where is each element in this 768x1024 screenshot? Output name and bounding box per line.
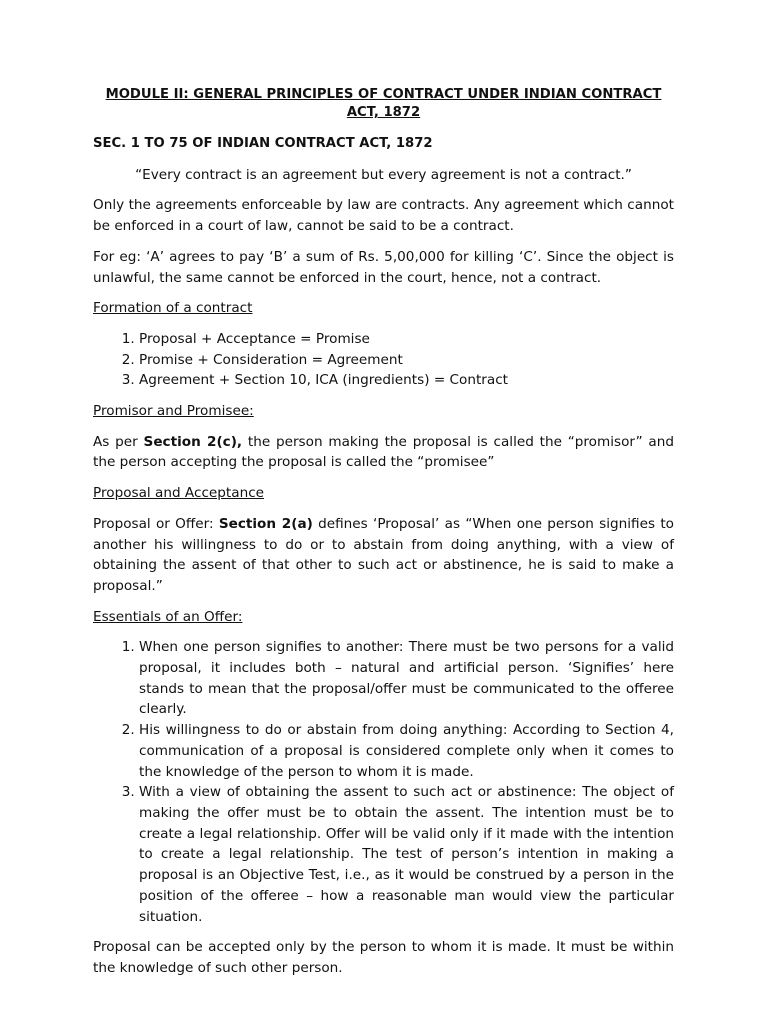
essentials-list	[93, 637, 674, 927]
promisor-rest: the person making the proposal is called the “promisor” and the person accepting the proposal is called the “promisee”	[93, 433, 674, 471]
paragraph-enforceable: Only the agreements enforceable by law are contracts. Any agreement which cannot be enforced in a court of law, cannot be said to be a contract.	[93, 197, 674, 235]
proposal-lead: Proposal or Offer:	[93, 515, 219, 532]
proposal-heading: Proposal and Acceptance	[93, 485, 265, 502]
paragraph-example: For eg: ‘A’ agrees to pay ‘B’ a sum of Rs. 5,00,000 for killing ‘C’. Since the object is unlawful, the same cannot be enforced in the court, hence, not a contract.	[93, 248, 674, 286]
section-heading: SEC. 1 TO 75 OF INDIAN CONTRACT ACT, 1872	[93, 136, 433, 151]
paragraph-closing: Proposal can be accepted only by the person to whom it is made. It must be within the knowledge of such other person.	[93, 939, 674, 976]
formation-list	[93, 329, 674, 391]
list-item: 3. With a view of obtaining the assent to such act or abstinence: The object of making the offer must be to obtain the assent. The intention must be to create a legal relationship. Offer will be valid only if it made with the intention to create a legal relationship. The test of person’s intention in making a proposal is an Objective Test, i.e., as it would be construed by a person in the position of the offeree – how a reasonable man would view the particular situation.	[139, 782, 674, 927]
list-item: 1. When one person signifies to another: There must be two persons for a valid proposal, it includes both – natural and artificial person. ‘Signifies’ here stands to mean that the proposal/offer must be communicated to the offeree clearly.	[139, 637, 674, 720]
quote: “Every contract is an agreement but every agreement is not a contract.”	[135, 166, 632, 183]
promisor-lead: As per	[93, 433, 144, 450]
list-item: 2. Promise + Consideration = Agreement	[139, 350, 674, 371]
list-item: 1. Proposal + Acceptance = Promise	[139, 329, 674, 350]
formation-heading: Formation of a contract	[93, 300, 253, 317]
paragraph-promisor	[93, 432, 674, 473]
document-title: MODULE II: GENERAL PRINCIPLES OF CONTRACT UNDER INDIAN CONTRACT ACT, 1872	[105, 87, 662, 120]
paragraph-proposal	[93, 514, 674, 597]
promisor-heading: Promisor and Promisee:	[93, 403, 254, 420]
list-item: 2. His willingness to do or abstain from doing anything: According to Section 4, communication of a proposal is considered complete only when it comes to the knowledge of the person to whom it is made.	[139, 720, 674, 782]
proposal-rest: defines ‘Proposal’ as “When one person signifies to another his willingness to do or to abstain from doing anything, with a view of obtaining the assent of that other to such act or abstinence, he is said to make a proposal.”	[93, 515, 674, 594]
promisor-section-ref: Section 2(c),	[143, 433, 243, 450]
list-item: 3. Agreement + Section 10, ICA (ingredients) = Contract	[139, 370, 674, 391]
essentials-heading: Essentials of an Offer:	[93, 608, 243, 625]
proposal-section-ref: Section 2(a)	[218, 515, 313, 532]
